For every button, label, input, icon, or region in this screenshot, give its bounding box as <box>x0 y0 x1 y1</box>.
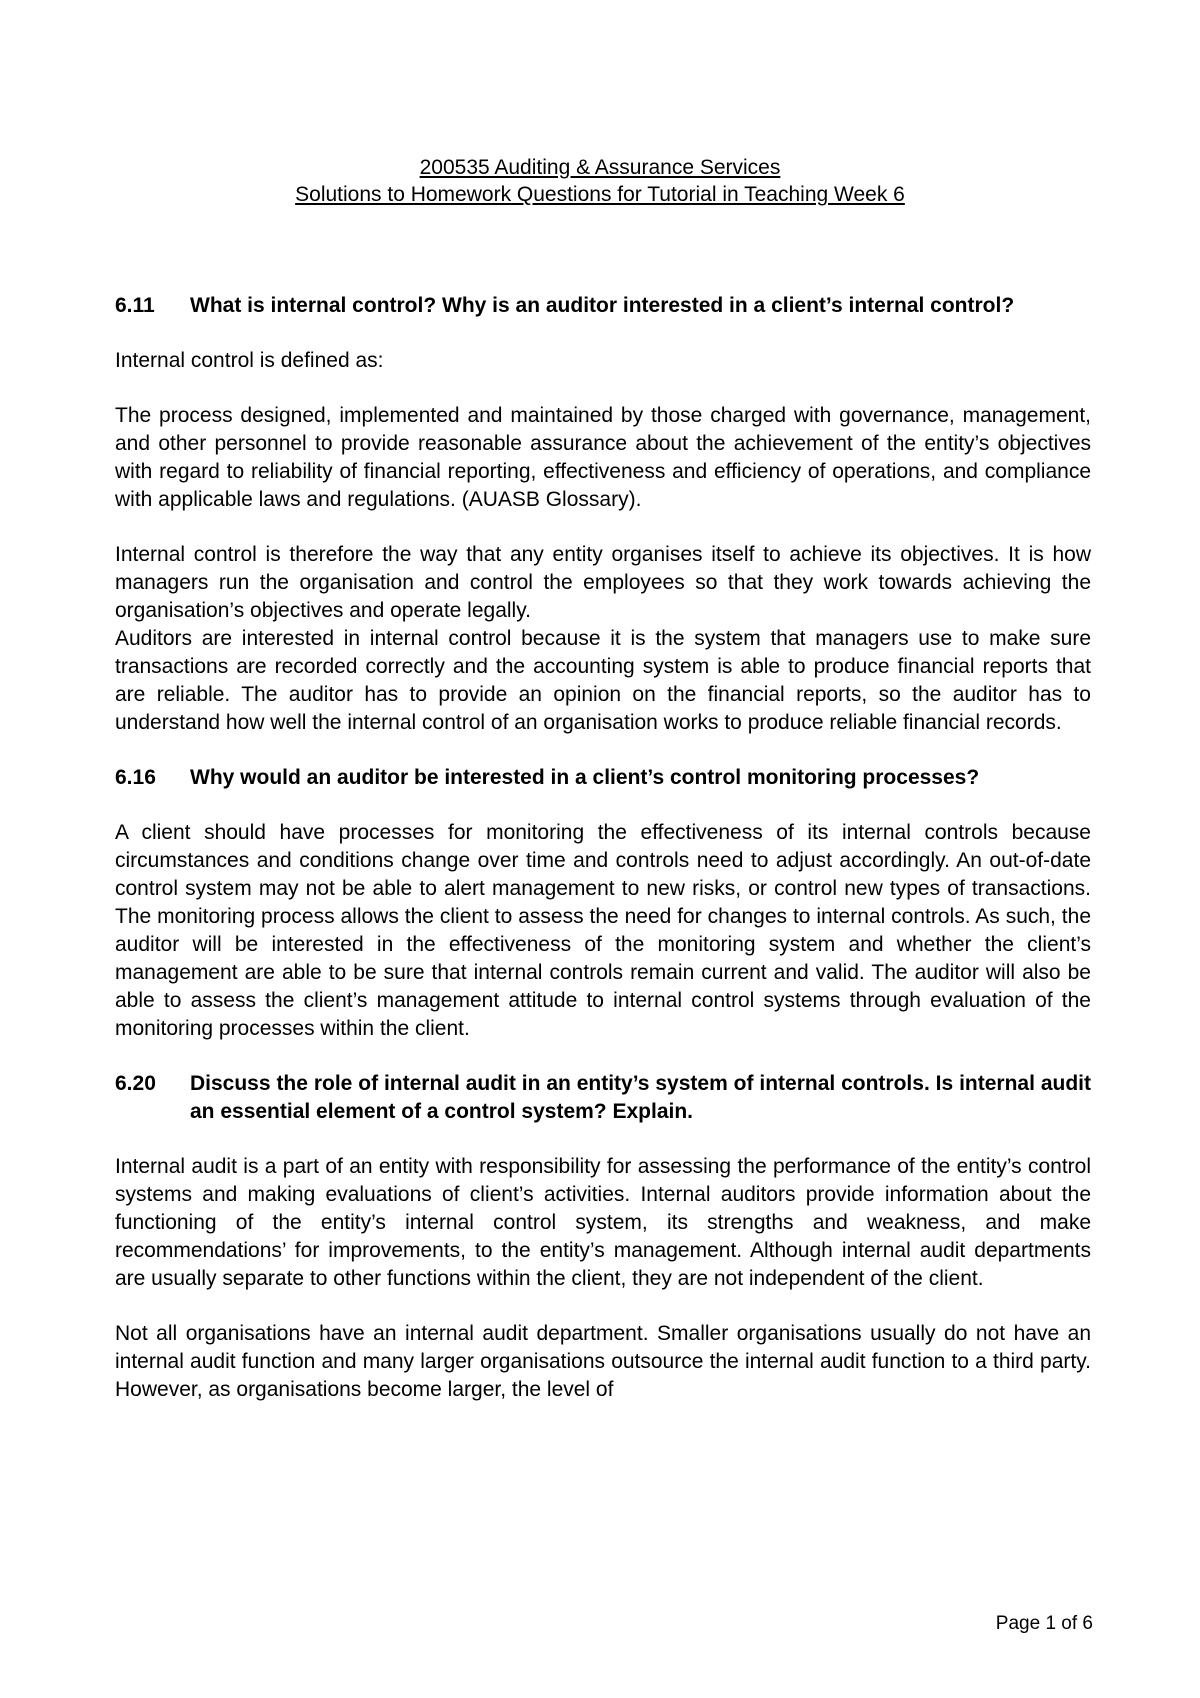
question-6-20 <box>115 1070 1091 1126</box>
question-number: 6.16 <box>115 766 156 789</box>
answer-paragraph: Internal control is therefore the way that any entity organises itself to achieve its objectives. It is how managers run the organisation and control the employees so that they work towards achieving the organisation’s objectives and operate legally. <box>115 543 1091 622</box>
answer-paragraph: Not all organisations have an internal audit department. Smaller organisations usually do not have an internal audit function and many larger organisations outsource the internal audit function to a third party. However, as organisations become larger, the level of <box>115 1322 1091 1401</box>
question-6-16 <box>115 764 1091 792</box>
document-body <box>115 292 1091 1404</box>
question-6-11 <box>115 292 1091 320</box>
definition-paragraph: The process designed, implemented and maintained by those charged with governance, management, and other personnel to provide reasonable assurance about the achievement of the entity’s objectives with regard to reliability of financial reporting, effectiveness and efficiency of operations, and compliance with applicable laws and regulations. (AUASB Glossary). <box>115 404 1091 511</box>
answer-paragraph: Auditors are interested in internal control because it is the system that managers use to make sure transactions are recorded correctly and the accounting system is able to produce financial reports that are reliable. The auditor has to provide an opinion on the financial reports, so the auditor has to understand how well the internal control of an organisation works to produce reliable financial records. <box>115 627 1091 734</box>
question-number: 6.20 <box>115 1072 156 1095</box>
answer-intro: Internal control is defined as: <box>115 349 384 372</box>
question-text: What is internal control? Why is an auditor interested in a client’s internal control? <box>190 294 1015 317</box>
question-number: 6.11 <box>115 294 155 317</box>
page-number: Page 1 of 6 <box>995 1613 1093 1634</box>
question-text: Discuss the role of internal audit in an entity’s system of internal controls. Is internal audit an essential element of a control system? Explain. <box>190 1072 1091 1123</box>
question-text: Why would an auditor be interested in a client’s control monitoring processes? <box>190 766 980 789</box>
answer-paragraph: A client should have processes for monitoring the effectiveness of its internal controls because circumstances and conditions change over time and controls need to adjust accordingly. An out-of-date control system may not be able to alert management to new risks, or control new types of transactions. The monitoring process allows the client to assess the need for changes to internal controls. As such, the auditor will be interested in the effectiveness of the monitoring system and whether the client’s management are able to be sure that internal controls remain current and valid. The auditor will also be able to assess the client’s management attitude to internal control systems through evaluation of the monitoring processes within the client. <box>115 821 1091 1040</box>
answer-paragraph: Internal audit is a part of an entity with responsibility for assessing the performance of the entity’s control systems and making evaluations of client’s activities. Internal auditors provide information about the functioning of the entity’s internal control system, its strengths and weakness, and make recommendations’ for improvements, to the entity’s management. Although internal audit departments are usually separate to other functions within the client, they are not independent of the client. <box>115 1155 1091 1290</box>
document-subtitle: Solutions to Homework Questions for Tutorial in Teaching Week 6 <box>295 183 905 206</box>
course-title: 200535 Auditing & Assurance Services <box>419 156 781 179</box>
